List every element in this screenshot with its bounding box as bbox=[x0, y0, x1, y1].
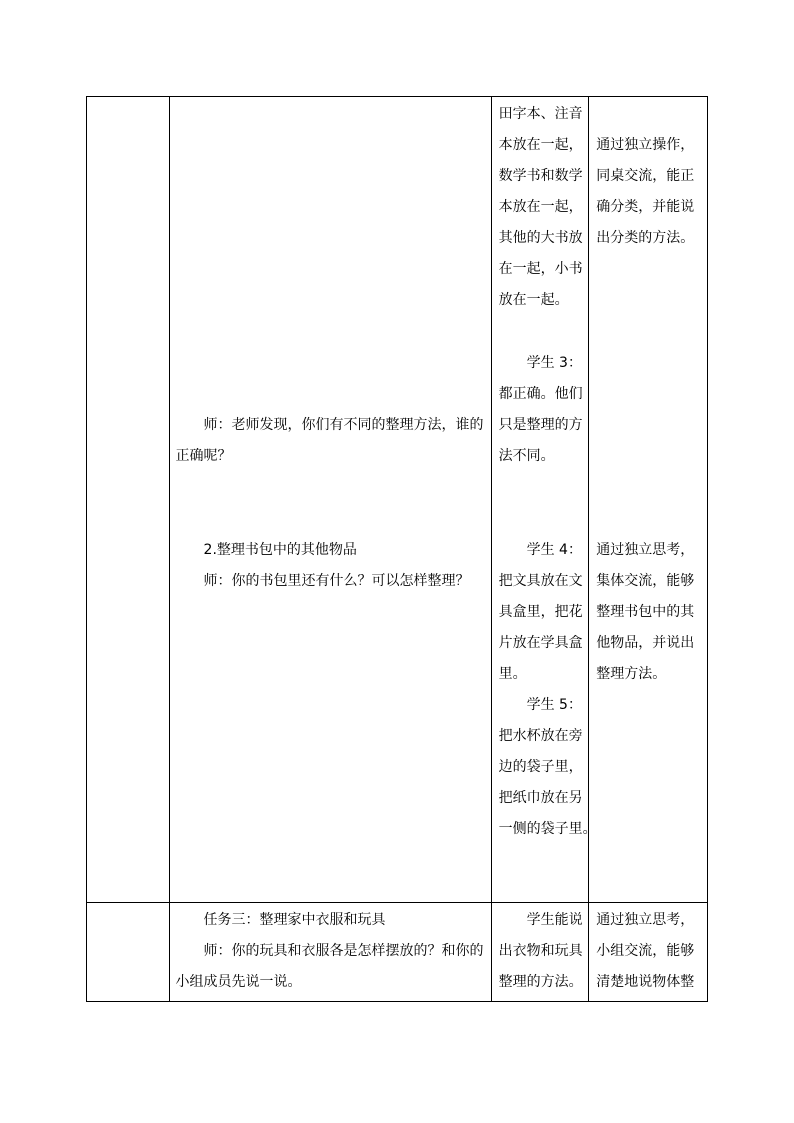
student-answer-line: 把水杯放在旁 bbox=[498, 728, 583, 744]
student-answer-line: 其他的大书放 bbox=[498, 230, 583, 246]
stage-cell bbox=[87, 97, 170, 903]
intent-line: 确分类，并能说 bbox=[596, 199, 695, 215]
student-answer-line: 本放在一起， bbox=[498, 137, 583, 153]
student-answer-line: 把文具放在文 bbox=[498, 573, 583, 589]
teacher-question-line: 小组成员先说一说。 bbox=[175, 974, 302, 990]
intent-line: 清楚地说物体整 bbox=[596, 974, 695, 990]
intent-line: 他物品，并说出 bbox=[596, 635, 695, 651]
teacher-question-line: 正确呢？ bbox=[175, 448, 232, 464]
table-row bbox=[87, 903, 708, 1002]
student-answer-line: 片放在学具盒 bbox=[498, 635, 583, 651]
intent-line: 集体交流，能够 bbox=[596, 573, 695, 589]
student-answer-line: 把纸巾放在另 bbox=[498, 790, 583, 806]
student-answer-line: 里。 bbox=[498, 666, 527, 682]
stage-cell bbox=[87, 903, 170, 1002]
student-answer-line: 田字本、注音 bbox=[498, 106, 583, 122]
intent-line: 通过独立操作， bbox=[596, 137, 695, 153]
section-title: 2.整理书包中的其他物品 bbox=[203, 542, 357, 558]
task-title: 任务三：整理家中衣服和玩具 bbox=[203, 912, 386, 928]
design-intent-cell bbox=[589, 903, 708, 1002]
intent-line: 小组交流，能够 bbox=[596, 943, 695, 959]
lesson-plan-table bbox=[86, 96, 708, 1002]
student-label: 学生 3： bbox=[526, 355, 582, 371]
student-answer-line: 数学书和数学 bbox=[498, 168, 583, 184]
intent-line: 同桌交流，能正 bbox=[596, 168, 695, 184]
student-answer-line: 出衣物和玩具 bbox=[498, 943, 583, 959]
table-row bbox=[87, 97, 708, 903]
student-answer-line: 具盒里，把花 bbox=[498, 604, 583, 620]
student-label: 学生 5： bbox=[526, 697, 582, 713]
student-answer-line: 都正确。他们 bbox=[498, 386, 583, 402]
intent-line: 出分类的方法。 bbox=[596, 230, 695, 246]
student-answer-line: 整理的方法。 bbox=[498, 974, 583, 990]
intent-line: 通过独立思考， bbox=[596, 542, 695, 558]
intent-line: 整理书包中的其 bbox=[596, 604, 695, 620]
intent-line: 通过独立思考， bbox=[596, 912, 695, 928]
teacher-activity-cell bbox=[169, 97, 491, 903]
student-activity-cell bbox=[491, 97, 597, 903]
teacher-question-line: 师：老师发现，你们有不同的整理方法，谁的 bbox=[203, 417, 484, 433]
student-answer-line: 一侧的袋子里。 bbox=[498, 821, 597, 837]
student-answer-line: 只是整理的方 bbox=[498, 417, 583, 433]
teacher-activity-cell bbox=[169, 903, 491, 1002]
student-answer-line: 边的袋子里， bbox=[498, 759, 583, 775]
teacher-question-line: 师：你的书包里还有什么？可以怎样整理？ bbox=[203, 573, 470, 589]
teacher-question-line: 师：你的玩具和衣服各是怎样摆放的？和你的 bbox=[203, 943, 484, 959]
student-answer-line: 本放在一起， bbox=[498, 199, 583, 215]
student-label: 学生 4： bbox=[526, 542, 582, 558]
student-answer-line: 学生能说 bbox=[526, 912, 583, 928]
student-answer-line: 放在一起。 bbox=[498, 292, 569, 308]
student-answer-line: 在一起，小书 bbox=[498, 261, 583, 277]
student-activity-cell bbox=[491, 903, 589, 1002]
student-answer-line: 法不同。 bbox=[498, 448, 555, 464]
intent-line: 整理方法。 bbox=[596, 666, 667, 682]
design-intent-cell bbox=[589, 97, 708, 903]
